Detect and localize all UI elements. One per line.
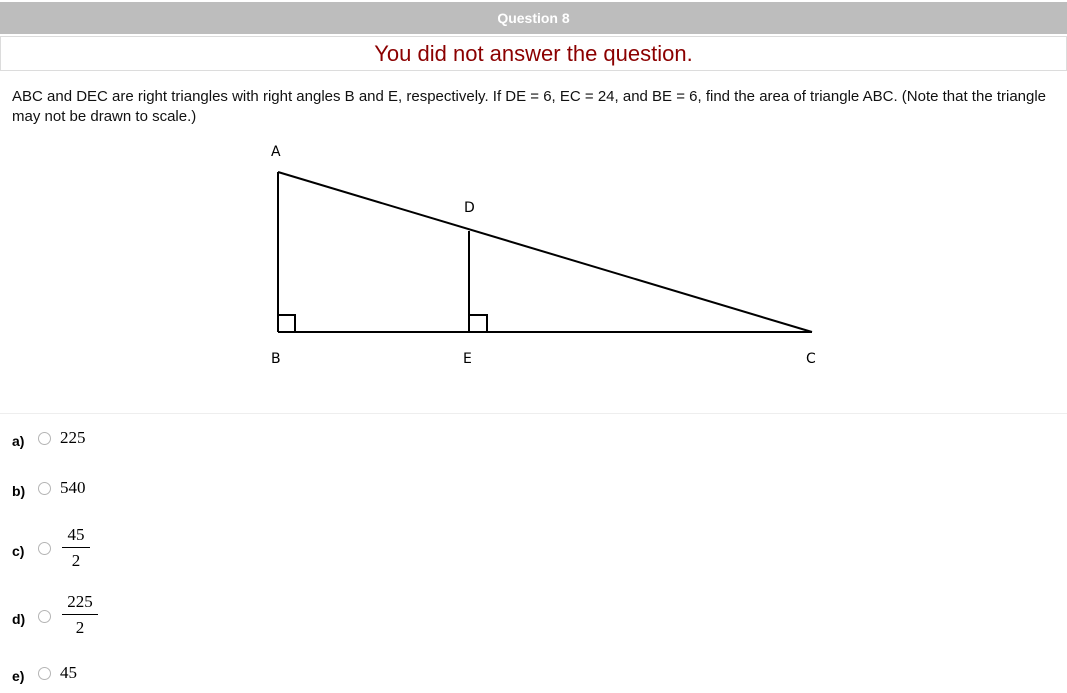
fraction-value (62, 593, 98, 637)
right-angle-mark-e (469, 315, 487, 332)
vertex-label-b: B (271, 351, 281, 367)
radio-button-e[interactable] (38, 667, 51, 680)
fraction-numerator: 225 (67, 592, 93, 611)
choice-letter: d) (12, 611, 26, 627)
vertex-label-c: C (806, 351, 816, 367)
vertex-label-a: A (271, 144, 281, 160)
fraction-bar (62, 614, 98, 615)
fraction-denominator: 2 (75, 618, 85, 637)
radio-button-a[interactable] (38, 432, 51, 445)
fraction-value (62, 526, 90, 570)
fraction-denominator: 2 (71, 551, 81, 570)
choice-value: 45 (60, 663, 77, 682)
choice-letter: e) (12, 668, 25, 684)
radio-button-d[interactable] (38, 610, 51, 623)
vertex-label-d: D (464, 200, 475, 216)
choice-letter: b) (12, 483, 26, 499)
vertex-label-e: E (463, 351, 472, 367)
segment-ac (278, 172, 812, 332)
radio-button-c[interactable] (38, 542, 51, 555)
question-label: Question 8 (497, 10, 570, 26)
feedback-message: You did not answer the question. (374, 41, 693, 66)
question-text: ABC and DEC are right triangles with right angles B and E, respectively. If DE = 6, EC = 24, and BE = 6, find the area of triangle ABC. (Note that the triangle may not be drawn to scale.) (12, 88, 1047, 125)
radio-button-b[interactable] (38, 482, 51, 495)
choice-value: 225 (60, 428, 86, 447)
right-angle-mark-b (278, 315, 295, 332)
divider (0, 413, 1067, 414)
choice-letter: c) (12, 543, 25, 559)
fraction-bar (62, 547, 90, 548)
fraction-numerator: 45 (67, 525, 85, 544)
choice-letter: a) (12, 433, 25, 449)
choice-value: 540 (60, 478, 86, 497)
